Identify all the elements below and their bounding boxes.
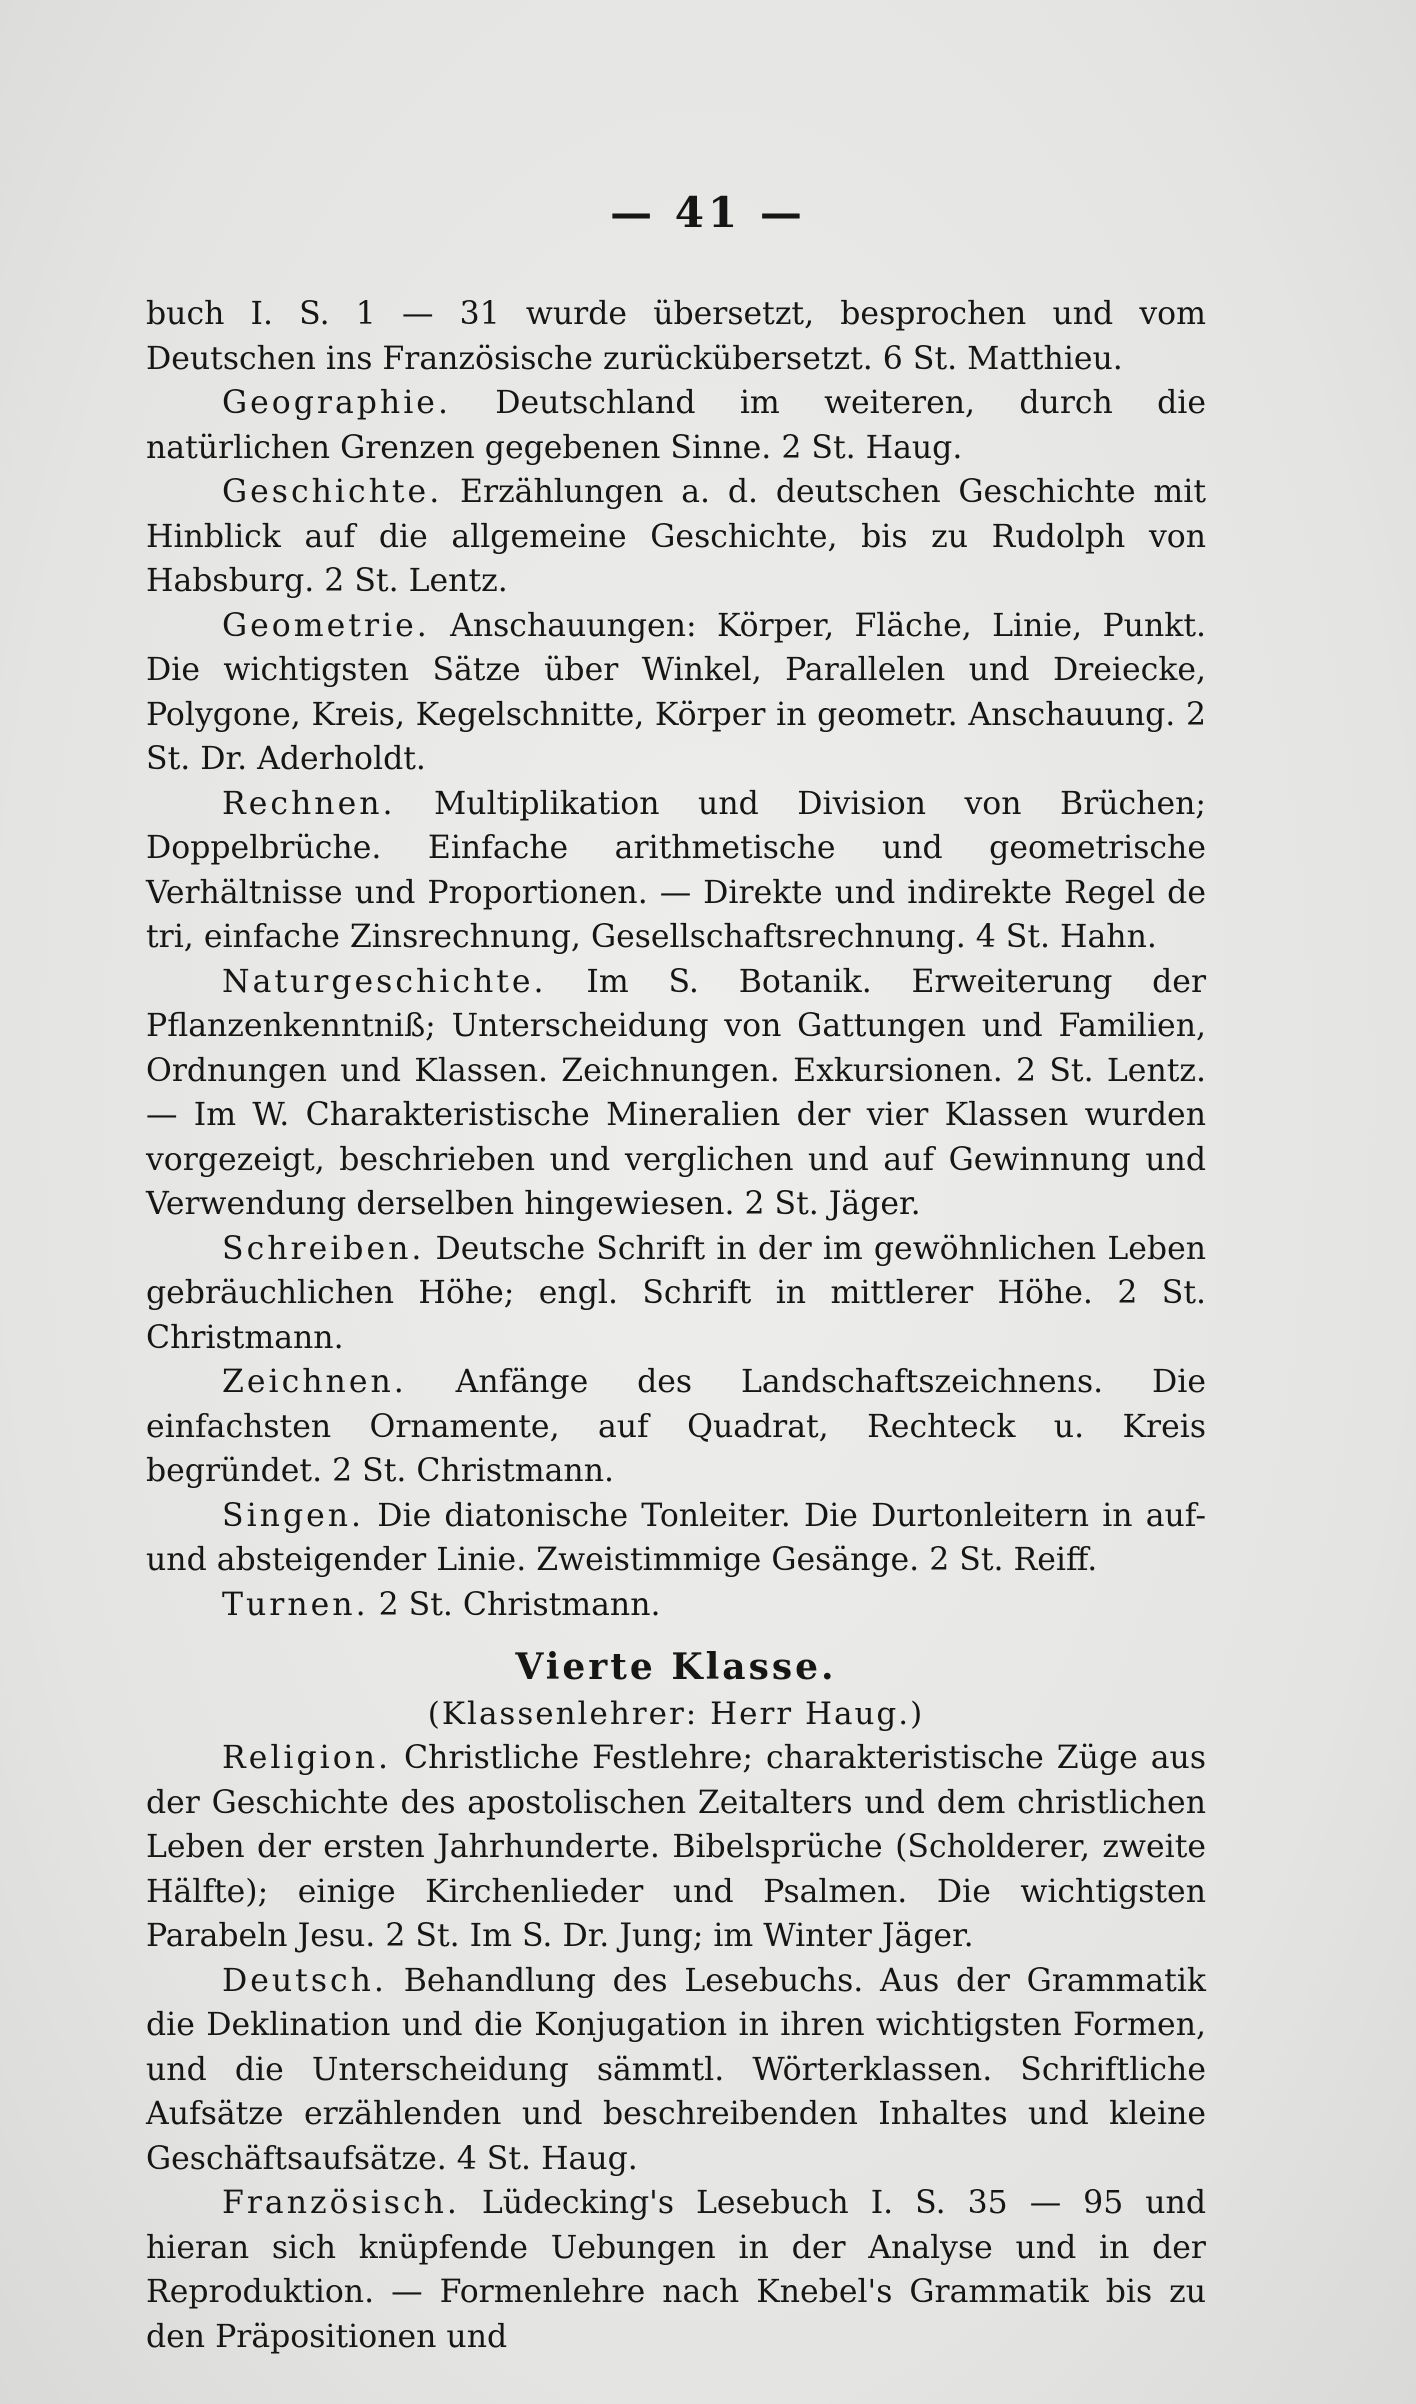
subject-label: Singen. (222, 1497, 365, 1534)
subject-label: Zeichnen. (222, 1364, 407, 1400)
paragraph-geographie (146, 381, 1206, 470)
paragraph-body: Im S. Botanik. Erweiterung der Pflanzenkenntniß; Unterscheidung von Gattungen und Familien, Ordnungen und Klassen. Zeichnungen. Exkursionen. 2 St. Lentz. — Im W. Charakteristische Mineralien der vier Klassen wurden vorgezeigt, beschrieben und verglichen und auf Gewinnung und Verwendung derselben hingewiesen. 2 St. Jäger. (146, 963, 1207, 1222)
paragraph-body: Anfänge des Landschaftszeichnens. Die einfachsten Ornamente, auf Quadrat, Rechteck u. Kreis begründet. 2 St. Christmann. (146, 1364, 1206, 1489)
paragraph-franzoesisch (146, 2181, 1206, 2359)
subject-label: Geometrie. (222, 607, 430, 644)
page-number: — 41 — (610, 188, 806, 237)
paragraph-body: buch I. S. 1 — 31 wurde übersetzt, besprochen und vom Deutschen ins Französische zurückübersetzt. 6 St. Matthieu. (146, 296, 1206, 377)
paragraph-schreiben (146, 1227, 1206, 1361)
page-text (146, 292, 1206, 2359)
paragraph-body: Anschauungen: Körper, Fläche, Linie, Punkt. Die wichtigsten Sätze über Winkel, Parallelen und Dreiecke, Polygone, Kreis, Kegelschnitte, Körper in geometr. Anschauung. 2 St. Dr. Aderholdt. (146, 607, 1206, 777)
paragraph-singen (146, 1494, 1206, 1583)
paragraph-deutsch (146, 1959, 1206, 2182)
paragraph-continuation (146, 292, 1206, 381)
subject-label: Naturgeschichte. (222, 963, 547, 1000)
paragraph-naturgeschichte (146, 960, 1206, 1227)
subject-label: Turnen. (222, 1586, 369, 1623)
subject-label: Rechnen. (222, 785, 396, 822)
paragraph-geschichte (146, 470, 1206, 604)
paragraph-body: Christliche Festlehre; charakteristische Züge aus der Geschichte des apostolischen Zeitalters und dem christlichen Leben der ersten Jahrhunderte. Bibelsprüche (Scholderer, zweite Hälfte); einige Kirchenlieder und Psalmen. Die wichtigsten Parabeln Jesu. 2 St. Im S. Dr. Jung; im Winter Jäger. (146, 1740, 1207, 1954)
section-subheading: (Klassenlehrer: Herr Haug.) (427, 1695, 925, 1732)
subject-label: Schreiben. (222, 1230, 425, 1267)
paragraph-body: Die diatonische Tonleiter. Die Durtonleitern in auf- und absteigender Linie. Zweistimmige Gesänge. 2 St. Reiff. (146, 1497, 1206, 1578)
section-heading: Vierte Klasse. (515, 1646, 837, 1688)
paragraph-zeichnen (146, 1360, 1206, 1494)
paragraph-body: Deutschland im weiteren, durch die natürlichen Grenzen gegebenen Sinne. 2 St. Haug. (146, 385, 1206, 466)
paragraph-body: Deutsche Schrift in der im gewöhnlichen Leben gebräuchlichen Höhe; engl. Schrift in mittlerer Höhe. 2 St. Christmann. (146, 1230, 1206, 1356)
paragraph-turnen (146, 1583, 1206, 1628)
paragraph-geometrie (146, 604, 1206, 782)
paragraph-body: Lüdecking's Lesebuch I. S. 35 — 95 und hieran sich knüpfende Uebungen in der Analyse und in der Reproduktion. — Formenlehre nach Knebel's Grammatik bis zu den Präpositionen und (146, 2185, 1206, 2355)
paragraph-body: Multiplikation und Division von Brüchen; Doppelbrüche. Einfache arithmetische und geometrische Verhältnisse und Proportionen. — Direkte und indirekte Regel de tri, einfache Zinsrechnung, Gesellschaftsrechnung. 4 St. Hahn. (146, 785, 1207, 955)
paragraph-body: Behandlung des Lesebuchs. Aus der Grammatik die Deklination und die Konjugation in ihren wichtigsten Formen, und die Unterscheidung sämmtl. Wörterklassen. Schriftliche Aufsätze erzählenden und beschreibenden Inhaltes und kleine Geschäftsaufsätze. 4 St. Haug. (146, 1962, 1206, 2177)
subject-label: Religion. (222, 1740, 392, 1776)
paragraph-body: Erzählungen a. d. deutschen Geschichte mit Hinblick auf die allgemeine Geschichte, bis zu Rudolph von Habsburg. 2 St. Lentz. (146, 474, 1206, 599)
subject-label: Geschichte. (222, 474, 443, 510)
subject-label: Französisch. (222, 2185, 460, 2221)
subject-label: Deutsch. (222, 1962, 387, 1999)
subject-label: Geographie. (222, 385, 451, 421)
paragraph-religion (146, 1736, 1206, 1959)
paragraph-body: 2 St. Christmann. (378, 1586, 661, 1623)
paragraph-rechnen (146, 782, 1206, 960)
